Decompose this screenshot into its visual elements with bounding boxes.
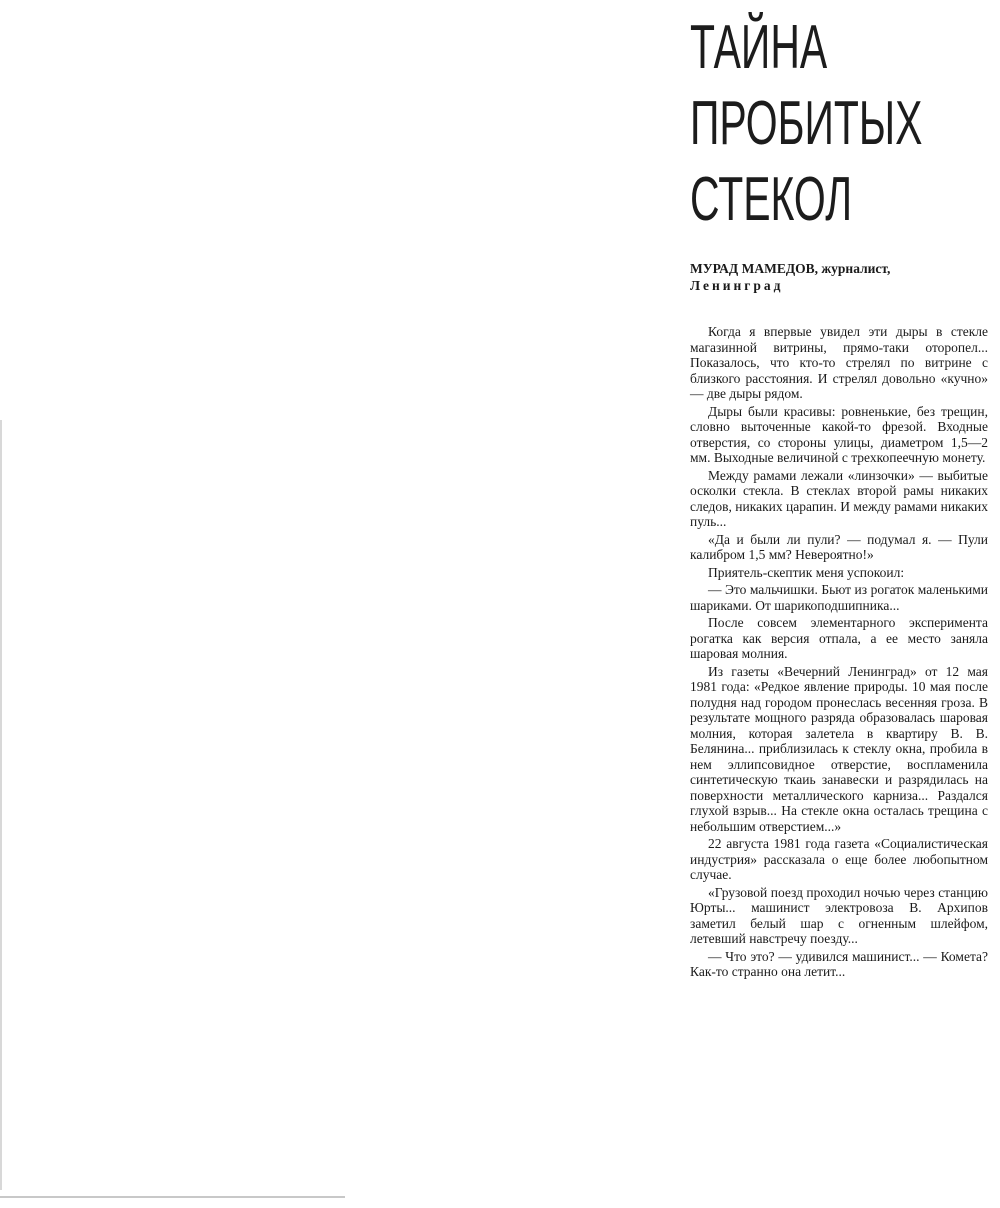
paragraph: 22 августа 1981 года газета «Социалистическая индустрия» рассказала о еще более любопытном случае. [690,836,988,882]
paragraph: — Что это? — удивился машинист... — Комета? Как-то странно она летит... [690,948,988,979]
author-city: Ленинград [690,278,784,293]
article-body [690,324,988,980]
paragraph: «Да и были ли пули? — подумал я. — Пули калибром 1,5 мм? Невероятно!» [690,531,988,562]
title-line-2: ПРОБИТЫХ [690,89,923,158]
paragraph: Когда я впервые увидел эти дыры в стекле магазинной витрины, прямо-таки оторопел... Показалось, что кто-то стрелял по витрине с близкого расстояния. И стрелял довольно «кучно» — две дыры рядом. [690,324,988,401]
paragraph: Из газеты «Вечерний Ленинград» от 12 мая 1981 года: «Редкое явление природы. 10 мая после полудня над городом пронеслась весенняя гроза. В результате мощного разряда образовалась шаровая молния, которая залетела в квартиру В. В. Белянина... приблизилась к стеклу окна, пробила в нем эллипсовидное отверстие, воспламенила синтетическую ткаиь занавески и разрядилась на поверхности металлического карниза... Раздался глухой взрыв... На стекле окна осталась трещина с небольшим отверстием...» [690,663,988,834]
author-role: журналист, [818,261,891,276]
paragraph: «Грузовой поезд проходил ночью через станцию Юрты... машинист электровоза В. Архипов заметил белый шар с огненным шлейфом, летевший навстречу поезду... [690,884,988,946]
article-title [690,0,923,242]
author-byline [690,260,988,294]
title-line-3: СТЕКОЛ [690,165,853,234]
paragraph: После совсем элементарного эксперимента рогатка как версия отпала, а ее место заняла шаровая молния. [690,615,988,661]
title-line-1: ТАЙНА [690,13,828,82]
article-column [690,0,988,980]
paragraph: Дыры были красивы: ровненькие, без трещин, словно выточенные какой-то фрезой. Входные отверстия, со стороны улицы, диаметром 1,5—2 мм. Выходные величиной с трехкопеечную монету. [690,403,988,465]
paragraph: Приятель-скептик меня успокоил: [708,564,905,580]
author-name: МУРАД МАМЕДОВ, [690,261,818,276]
paragraph: — Это мальчишки. Бьют из рогаток маленькими шариками. От шарикоподшипника... [690,582,988,613]
scan-bottom-edge [0,1196,345,1198]
paragraph: Между рамами лежали «линзочки» — выбитые осколки стекла. В стеклах второй рамы никаких следов, никаких царапин. И между рамами никаких пуль... [690,467,988,529]
scan-left-edge [0,420,2,1190]
